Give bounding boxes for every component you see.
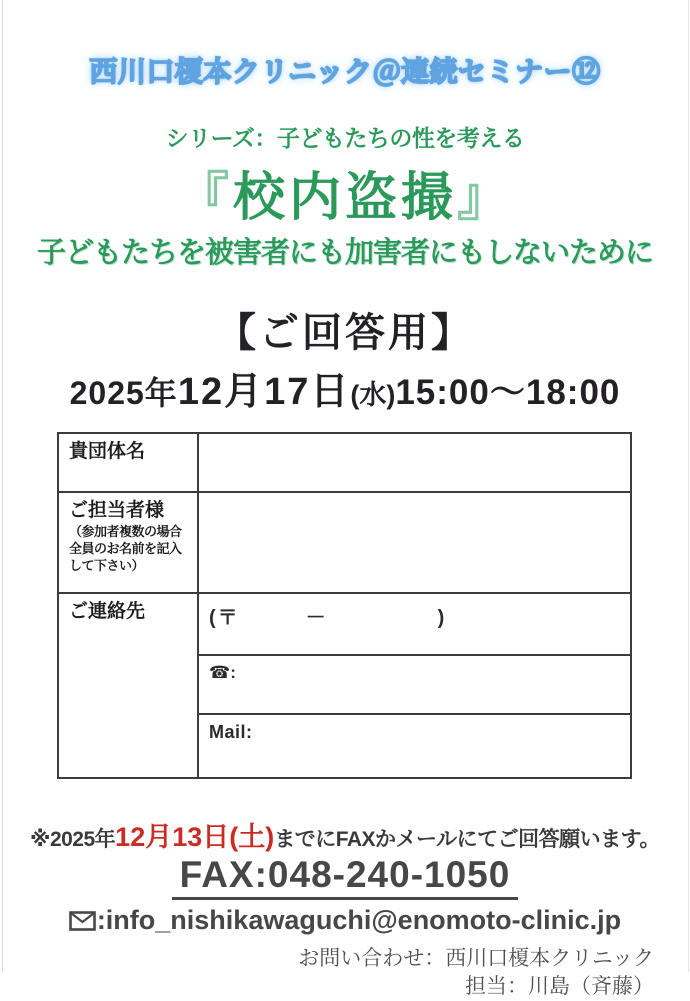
tagline: 子どもたちを被害者にも加害者にもしないために <box>36 237 653 269</box>
mail-label: Mail: <box>209 722 253 742</box>
postal-address-field[interactable] <box>198 593 631 655</box>
series-label: シリーズ：子どもたちの性を考える <box>165 125 525 151</box>
postal-placeholder: (〒 － ) <box>209 607 447 629</box>
event-date-time: 15:00～18:00 <box>395 373 621 412</box>
banner-title: 西川口榎本クリニック＠連続セミナー⑫ <box>89 56 601 87</box>
event-date-weekday: (水) <box>350 380 396 410</box>
main-title-text: 校内盗撮 <box>232 169 457 227</box>
contact-block <box>0 945 690 1001</box>
deadline-date: 12月13日(土) <box>115 822 275 852</box>
person-label-cell <box>58 492 198 593</box>
mail-field[interactable] <box>198 714 631 778</box>
title-open-bracket: 『 <box>176 169 233 227</box>
deadline-notice <box>0 815 690 854</box>
email-line <box>0 905 690 938</box>
email-address: :info_nishikawaguchi@enomoto-clinic.jp <box>96 904 622 935</box>
answer-heading: 【ご回答用】 <box>216 311 474 355</box>
event-date-monthday: 12月17日 <box>177 371 351 413</box>
org-name-label: 貴団体名 <box>69 441 146 462</box>
main-title <box>0 155 690 230</box>
table-row <box>58 492 631 593</box>
title-close-bracket: 』 <box>457 169 514 227</box>
deadline-suffix: までにFAXかメールにてご回答願います。 <box>274 828 660 851</box>
person-name-field[interactable] <box>198 492 631 593</box>
org-name-label-cell <box>58 433 198 492</box>
header-banner <box>0 0 690 90</box>
contact-label-cell <box>58 593 198 778</box>
table-row <box>58 433 631 492</box>
event-date-year: 2025年 <box>69 375 178 411</box>
staff-line: 担当：川島（斉藤） <box>465 975 654 999</box>
fax-line <box>0 855 690 900</box>
phone-colon: : <box>230 663 236 682</box>
envelope-icon <box>69 907 96 938</box>
person-label: ご担当者様 <box>69 500 165 521</box>
inquiry-line: お問い合わせ：西川口榎本クリニック <box>298 946 654 970</box>
event-date <box>0 360 690 415</box>
phone-icon: ☎ <box>209 663 231 682</box>
scan-edge-right <box>688 0 689 972</box>
reply-form-table <box>57 432 632 779</box>
scan-edge-left <box>2 0 3 972</box>
deadline-prefix: ※2025年 <box>30 828 116 851</box>
telephone-field[interactable] <box>198 655 631 714</box>
fax-number: FAX:048-240-1050 <box>172 855 519 900</box>
table-row <box>58 593 631 655</box>
contact-label: ご連絡先 <box>69 601 146 622</box>
org-name-field[interactable] <box>198 433 631 492</box>
person-note: （参加者複数の場合全員のお名前を記入して下さい） <box>69 523 182 573</box>
